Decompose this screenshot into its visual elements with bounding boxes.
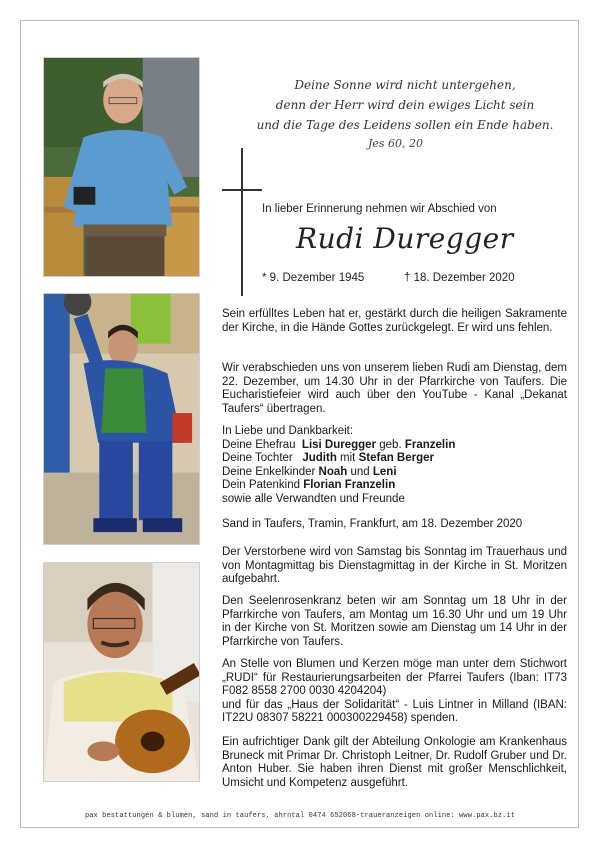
mourner-wife: Deine Ehefrau Lisi Duregger geb. Franzelin	[222, 438, 456, 451]
life-dates	[262, 272, 562, 284]
paragraph-thanks: Ein aufrichtiger Dank gilt der Abteilung Onkologie am Krankenhaus Bruneck mit Primar Dr. Christoph Leitner, Dr. Rudolf Gruber und Dr. Anton Huber. Sie haben ihren Dienst mit großer Menschlichkeit, Umsicht und Kompetenz ausgeführt.	[222, 736, 567, 789]
mourner-grandchildren: Deine Enkelkinder Noah und Leni	[222, 465, 397, 478]
deceased-name: Rudi Duregger	[296, 222, 514, 255]
verse-line-3: und die Tage des Leidens sollen ein Ende haben.	[256, 118, 554, 132]
mourners-block	[222, 425, 567, 507]
paragraph-viewing: Der Verstorbene wird von Samstag bis Sonntag im Trauerhaus und von Montagmittag bis Dienstagmittag in der Kirche in St. Moritzen aufgebahrt.	[222, 546, 567, 586]
photo-man-with-guitar	[43, 562, 200, 782]
paragraph-rosary: Den Seelenrosenkranz beten wir am Sonntag um 18 Uhr in der Pfarrkirche von Taufers, am Montag um 16.30 Uhr und um 19 Uhr in der Kirche von St. Moritzen sowie am Dienstag um 14 Uhr in der Pfarrkirche von Taufers.	[222, 595, 567, 648]
mourner-godchild: Dein Patenkind Florian Franzelin	[222, 479, 396, 492]
mourner-relatives: sowie alle Verwandten und Freunde	[222, 492, 405, 505]
death-date: † 18. Dezember 2020	[404, 272, 515, 284]
intro-text: In lieber Erinnerung nehmen wir Abschied von	[262, 203, 497, 215]
verse-line-2: denn der Herr wird dein ewiges Licht sein	[275, 98, 535, 112]
verse-reference: Jes 60, 20	[368, 137, 424, 150]
birth-date: * 9. Dezember 1945	[262, 272, 365, 284]
cross-icon	[241, 148, 243, 296]
paragraph-donations: An Stelle von Blumen und Kerzen möge man unter dem Stichwort „RUDI“ für Restaurierungsarbeiten der Pfarrei Taufers (Iban: IT73 F082 8558 2700 0030 4204204) und für das „Haus der Solidarität“ - Luis Lintner in Milland (IBAN: IT22U 08307 58221 000300229458) spenden.	[222, 658, 567, 725]
paragraph-life: Sein erfülltes Leben hat er, gestärkt durch die heiligen Sakramente der Kirche, in die Hände Gottes zurückgelegt. Er wird uns fehlen.	[222, 308, 567, 334]
mourner-daughter: Deine Tochter Judith mit Stefan Berger	[222, 452, 435, 465]
mourners-heading: In Liebe und Dankbarkeit:	[222, 425, 354, 437]
place-date: Sand in Taufers, Tramin, Frankfurt, am 18. Dezember 2020	[222, 518, 523, 530]
verse-line-1: Deine Sonne wird nicht untergehen,	[294, 78, 516, 92]
paragraph-funeral: Wir verabschieden uns von unserem lieben Rudi am Dienstag, dem 22. Dezember, um 14.30 Uhr in der Pfarrkirche von Taufers. Die Eucharistiefeier wird auch über den YouTube - Kanal „Dekanat Taufers“ übertragen.	[222, 362, 567, 415]
photo-man-with-camera	[43, 57, 200, 277]
footer-credits: pax bestattungen & blumen, sand in taufers, ahrntal 0474 652068-traueranzeigen online: www.pax.bz.it	[84, 812, 516, 820]
photo-man-bowling	[43, 293, 200, 545]
cross-icon-bar	[222, 189, 262, 191]
